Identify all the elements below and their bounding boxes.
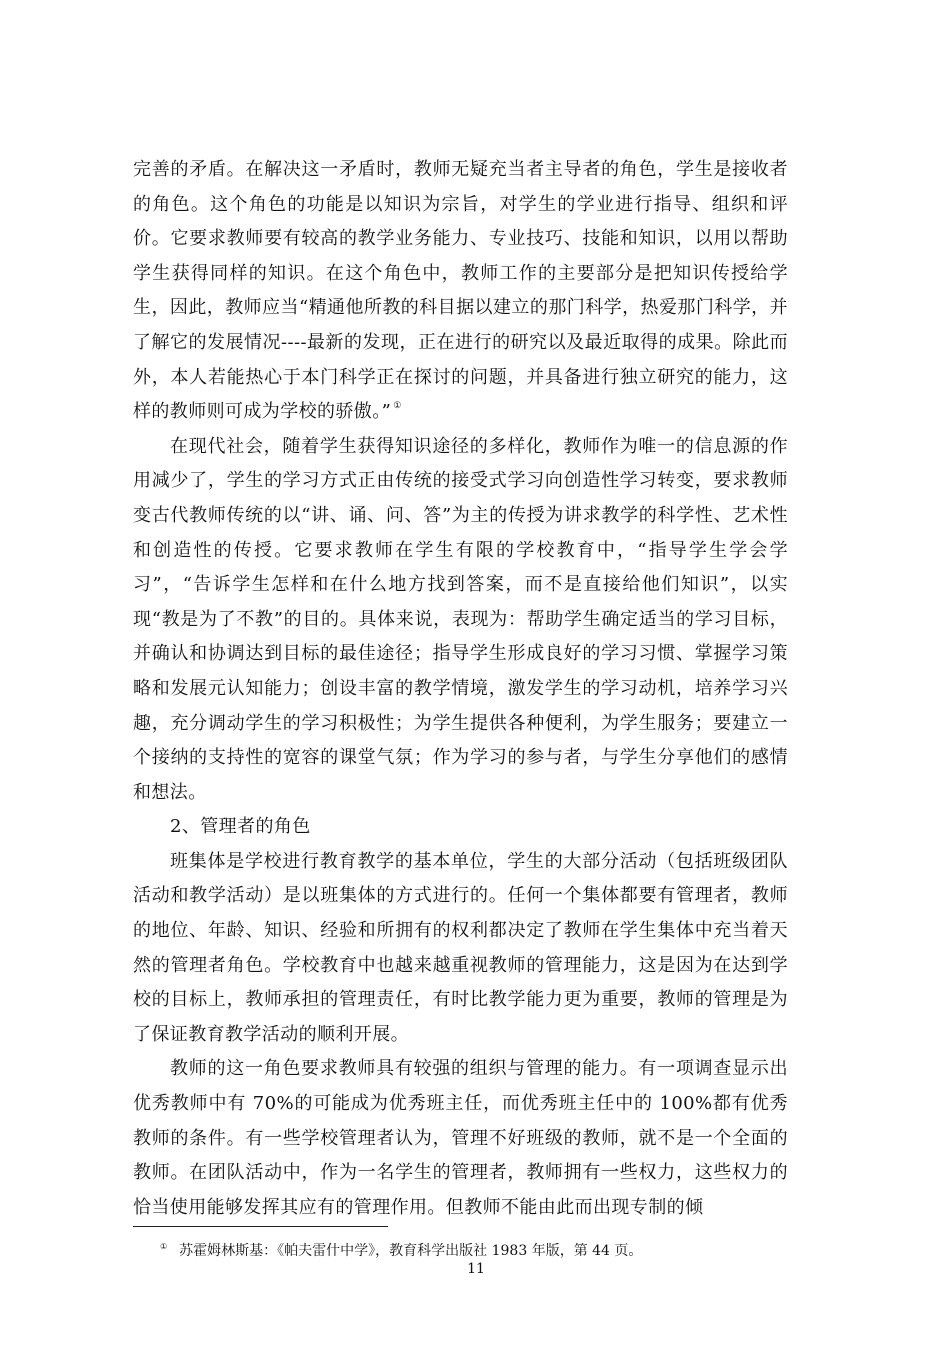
- footnote-mark: ①: [160, 1242, 168, 1251]
- paragraph-text: 完善的矛盾。在解决这一矛盾时，教师无疑充当者主导者的角色，学生是接收者的角色。这个角色的功能是以知识为宗旨，对学生的学业进行指导、组织和评价。它要求教师要有较高的教学业务能力、专业技巧、技能和知识，以用以帮助学生获得同样的知识。在这个角色中，教师工作的主要部分是把知识传授给学生，因此，教师应当“精通他所教的科目据以建立的那门科学，热爱那门科学，并了解它的发展情况----最新的发现，正在进行的研究以及最近取得的成果。除此而外，本人若能热心于本门科学正在探讨的问题，并具备进行独立研究的能力，这样的教师则可成为学校的骄傲。”: [133, 159, 788, 423]
- footnote-text: 苏霍姆林斯基：《帕夫雷什中学》，教育科学出版社 1983 年版，第 44 页。: [179, 1243, 643, 1259]
- section-heading: 2、管理者的角色: [170, 816, 311, 838]
- footnote-reference: ①: [393, 401, 402, 412]
- footnote-divider: [133, 1226, 388, 1227]
- paragraph-teacher-role-continuation: [133, 153, 788, 430]
- body-text: [133, 153, 788, 1225]
- paragraph-modern-society: 在现代社会，随着学生获得知识途径的多样化，教师作为唯一的信息源的作用减少了，学生的学习方式正由传统的接受式学习向创造性学习转变，要求教师变古代教师传统的以“讲、诵、问、答”为主的传授为讲求教学的科学性、艺术性和创造性的传授。它要求教师在学生有限的学校教育中，“指导学生学会学习”，“告诉学生怎样和在什么地方找到答案，而不是直接给他们知识”，以实现“教是为了不教”的目的。具体来说，表现为：帮助学生确定适当的学习目标，并确认和协调达到目标的最佳途径；指导学生形成良好的学习习惯、掌握学习策略和发展元认知能力；创设丰富的教学情境，激发学生的学习动机，培养学习兴趣，充分调动学生的学习积极性；为学生提供各种便利，为学生服务；要建立一个接纳的支持性的宽容的课堂气氛；作为学习的参与者，与学生分享他们的感情和想法。: [133, 435, 788, 803]
- page-number: 11: [467, 1261, 485, 1277]
- paragraph-management-ability: 教师的这一角色要求教师具有较强的组织与管理的能力。有一项调查显示出优秀教师中有 70%的可能成为优秀班主任，而优秀班主任中的 100%都有优秀教师的条件。有一些学校管理者认为，管理不好班级的教师，就不是一个全面的教师。在团队活动中，作为一名学生的管理者，教师拥有一些权力，这些权力的恰当使用能够发挥其应有的管理作用。但教师不能由此而出现专制的倾: [133, 1058, 788, 1218]
- footnote: [160, 1237, 642, 1261]
- paragraph-class-collective: 班集体是学校进行教育教学的基本单位，学生的大部分活动（包括班级团队活动和教学活动）是以班集体的方式进行的。任何一个集体都要有管理者，教师的地位、年龄、知识、经验和所拥有的权利都决定了教师在学生集体中充当着天然的管理者角色。学校教育中也越来越重视教师的管理能力，这是因为在达到学校的目标上，教师承担的管理责任，有时比教学能力更为重要，教师的管理是为了保证教育教学活动的顺利开展。: [133, 850, 788, 1045]
